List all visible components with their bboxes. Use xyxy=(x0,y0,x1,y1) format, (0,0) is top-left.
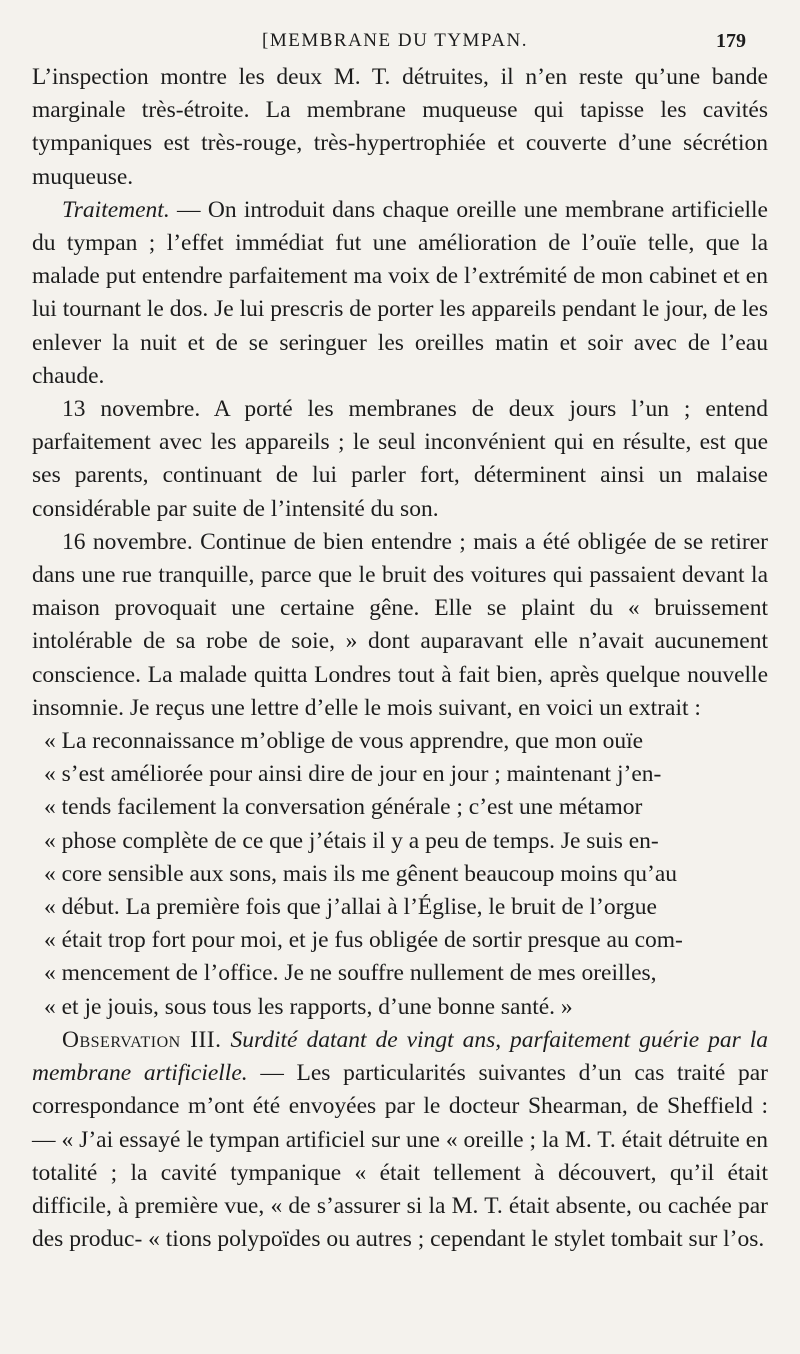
paragraph-treatment xyxy=(32,194,768,393)
quote-line: « s’est améliorée pour ainsi dire de jour en jour ; maintenant j’en- xyxy=(44,761,662,788)
quote-line: « début. La première fois que j’allai à l’Église, le bruit de l’orgue xyxy=(44,894,657,921)
page-number: 179 xyxy=(716,30,746,52)
observation-label: Observation III. xyxy=(62,1026,222,1053)
observation-text: — Les particularités suivantes d’un cas traité par correspondance m’ont été envoyées par le docteur Shearman, de Sheffield : — « J’ai essayé le tympan artificiel sur une « oreille ; la M. T. était détruite en totalité ; la cavité tympanique « était tellement à découvert, qu’il était difficile, à première vue, « de s’assurer si la M. T. était absente, ou cachée par des produc- « tions polypoïdes ou autres ; cependant le stylet tombait sur l’os. xyxy=(32,1060,769,1253)
treatment-label: Traitement. xyxy=(62,196,170,223)
observation-title: Surdité datant de vingt ans, parfaitement guérie par la membrane artificielle. xyxy=(32,1026,769,1087)
letter-quote xyxy=(32,725,768,1024)
body-text xyxy=(32,61,768,1256)
quote-line: « était trop fort pour moi, et je fus obligée de sortir presque au com- xyxy=(44,927,683,954)
paragraph-nov-16: 16 novembre. Continue de bien entendre ; mais a été obligée de se retirer dans une rue tranquille, parce que le bruit des voitures qui passaient devant la maison provoquait une certaine gêne. Elle se plaint du « bruissement intolérable de sa robe de soie, » dont auparavant elle n’avait aucunement conscience. La malade quitta Londres tout à fait bien, après quelque nouvelle insomnie. Je reçus une lettre d’elle le mois suivant, en voici un extrait : xyxy=(32,528,768,721)
quote-line: « et je jouis, sous tous les rapports, d’une bonne santé. » xyxy=(44,993,573,1020)
treatment-text: — On introduit dans chaque oreille une membrane artificielle du tympan ; l’effet immédiat fut une amélioration de l’ouïe telle, que la malade put entendre parfaitement ma voix de l’extrémité de mon cabinet et en lui tournant le dos. Je lui prescris de porter les appareils pendant le jour, de les enlever la nuit et de se seringuer les oreilles matin et soir avec de l’eau chaude. xyxy=(32,196,768,389)
page-header xyxy=(0,30,800,60)
paragraph-inspection: L’inspection montre les deux M. T. détruites, il n’en reste qu’une bande marginale très-étroite. La membrane muqueuse qui tapisse les cavités tympaniques est très-rouge, très-hypertrophiée et couverte d’une sécrétion muqueuse. xyxy=(32,64,768,190)
paragraph-nov-13: 13 novembre. A porté les membranes de deux jours l’un ; entend parfaitement avec les appareils ; le seul inconvénient qui en résulte, est que ses parents, continuant de lui parler fort, déterminent ainsi un malaise considérable par suite de l’intensité du son. xyxy=(32,396,768,522)
quote-line: « La reconnaissance m’oblige de vous apprendre, que mon ouïe xyxy=(44,728,644,755)
quote-line: « mencement de l’office. Je ne souffre nullement de mes oreilles, xyxy=(44,960,657,987)
quote-line: « phose complète de ce que j’étais il y a peu de temps. Je suis en- xyxy=(44,827,659,854)
quote-line: « core sensible aux sons, mais ils me gênent beaucoup moins qu’au xyxy=(44,860,678,887)
quote-line: « tends facilement la conversation générale ; c’est une métamor xyxy=(44,794,643,821)
running-title: [MEMBRANE DU TYMPAN. xyxy=(262,30,528,51)
paragraph-observation-3 xyxy=(32,1024,768,1256)
